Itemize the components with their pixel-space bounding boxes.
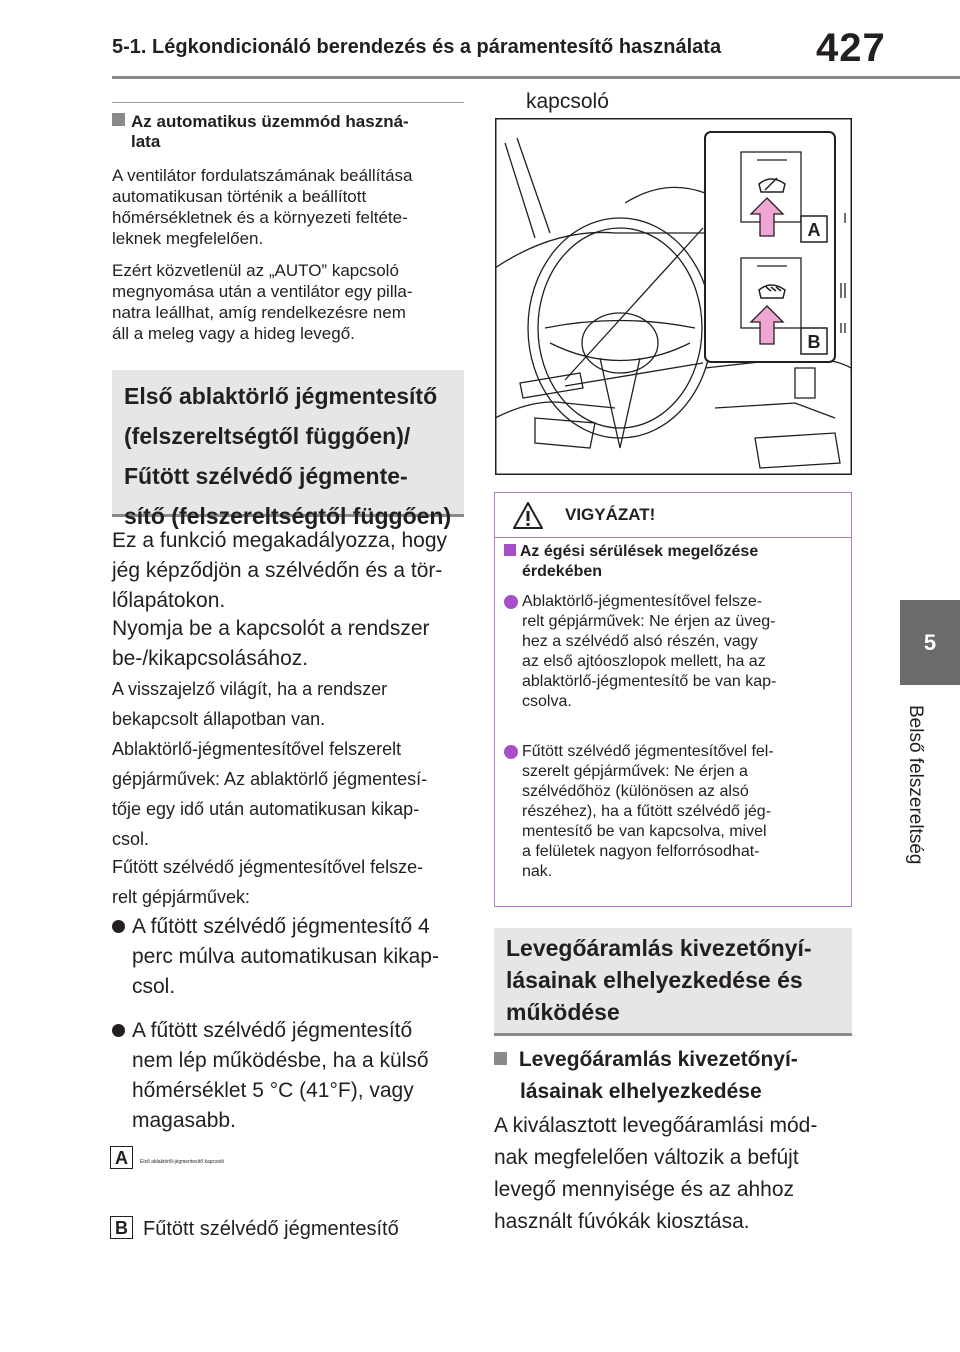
switch-illustration <box>495 118 852 475</box>
bullet-icon <box>112 920 125 933</box>
indicator-paragraph: A visszajelző világít, ha a rendszer bekapcsolt állapotban van. <box>112 679 388 729</box>
figure-caption: kapcsoló <box>526 90 609 113</box>
press-switch-paragraph: Nyomja be a kapcsolót a rendszer be-/kikapcsolásához. <box>112 617 430 670</box>
list-item: A fűtött szélvédő jégmentesítő nem lép működésbe, ha a külső hőmérséklet 5 °C (41°F), vagy magasabb. <box>112 1016 464 1136</box>
section-rule <box>112 102 464 103</box>
caution-item: Fűtött szélvédő jégmentesítővel fel- szerelt gépjárművek: Ne érjen a szélvédőhöz (különösen az alsó részéhez), ha a fűtött szélvédő jég- mentesítő be van kapcsolva, mivel a felületek nagyon felforrósodhat- nak. <box>504 742 849 882</box>
square-bullet-icon <box>112 113 125 126</box>
legend-text-a: Első ablaktörlő-jégmentesítő kapcsoló <box>140 1159 225 1165</box>
bullet-icon <box>112 1024 125 1037</box>
caution-heading: Az égési sérülések megelőzése érdekében <box>504 542 844 582</box>
intro-paragraph: Ez a funkció megakadályozza, hogy jég képződjön a szélvédőn és a tör- lőlapátokon. <box>112 529 448 612</box>
square-bullet-icon <box>494 1052 507 1065</box>
legend-text-b: Fűtött szélvédő jégmentesítő <box>143 1218 399 1240</box>
bullet-list <box>112 912 464 1136</box>
auto-mode-paragraph-1: A ventilátor fordulatszámának beállítása automatikusan történik a beállított hőmérsékletnek és a környezeti feltéte- leknek megfelelően. <box>112 166 413 248</box>
page-number: 427 <box>816 26 886 70</box>
bullet-icon <box>504 745 518 759</box>
figure-label-b: B <box>807 332 821 352</box>
list-item: A fűtött szélvédő jégmentesítő 4 perc múlva automatikusan kikap- csol. <box>112 912 464 1008</box>
bullet-icon <box>504 595 518 609</box>
warning-icon <box>513 502 543 529</box>
dashboard-drawing <box>495 118 852 475</box>
chapter-tab[interactable]: 5 <box>900 600 960 685</box>
section-heading-airflow: Levegőáramlás kivezetőnyí- lásainak elhelyezkedése és működése <box>494 928 852 1036</box>
legend-letter-a: A <box>110 1146 133 1169</box>
chapter-tab-label: Belső felszereltség <box>905 705 926 865</box>
wiper-deicer-paragraph: Ablaktörlő-jégmentesítővel felszerelt gépjárművek: Az ablaktörlő jégmentesí- tője egy idő után automatikusan kikap- csol. <box>112 739 428 849</box>
section-heading-defroster: Első ablaktörlő jégmentesítő (felszereltségtől függően)/ Fűtött szélvédő jégmente- sítő (felszereltségtől függően) <box>112 370 464 517</box>
caution-header <box>495 493 851 538</box>
airflow-subheading: Levegőáramlás kivezetőnyí- lásainak elhelyezkedése <box>494 1044 852 1108</box>
header-rule <box>112 76 960 79</box>
chapter-title: 5-1. Légkondicionáló berendezés és a páramentesítő használata <box>112 36 722 58</box>
heated-windshield-paragraph: Fűtött szélvédő jégmentesítővel felsze- relt gépjárművek: <box>112 857 424 907</box>
airflow-paragraph: A kiválasztott levegőáramlási mód- nak megfelelően változik a befújt levegő mennyisége és az ahhoz használt fúvókák kiosztása. <box>494 1114 818 1233</box>
caution-item: Ablaktörlő-jégmentesítővel felsze- relt gépjárművek: Ne érjen az üveg- hez a szélvédő alsó részén, vagy az első ajtóoszlopok mellett, ha az ablaktörlő-jégmentesítő be van kap- csolva. <box>504 592 849 712</box>
legend-letter-b: B <box>110 1216 133 1239</box>
figure-label-a: A <box>807 220 821 240</box>
auto-mode-paragraph-2: Ezért közvetlenül az „AUTO” kapcsoló megnyomása után a ventilátor egy pilla- natra leállhat, amíg rendelkezésre nem áll a meleg vagy a hideg levegő. <box>112 261 413 343</box>
auto-mode-heading: Az automatikus üzemmód haszná- lata <box>112 112 464 152</box>
square-bullet-icon <box>504 544 516 556</box>
caution-title: VIGYÁZAT! <box>565 505 656 524</box>
